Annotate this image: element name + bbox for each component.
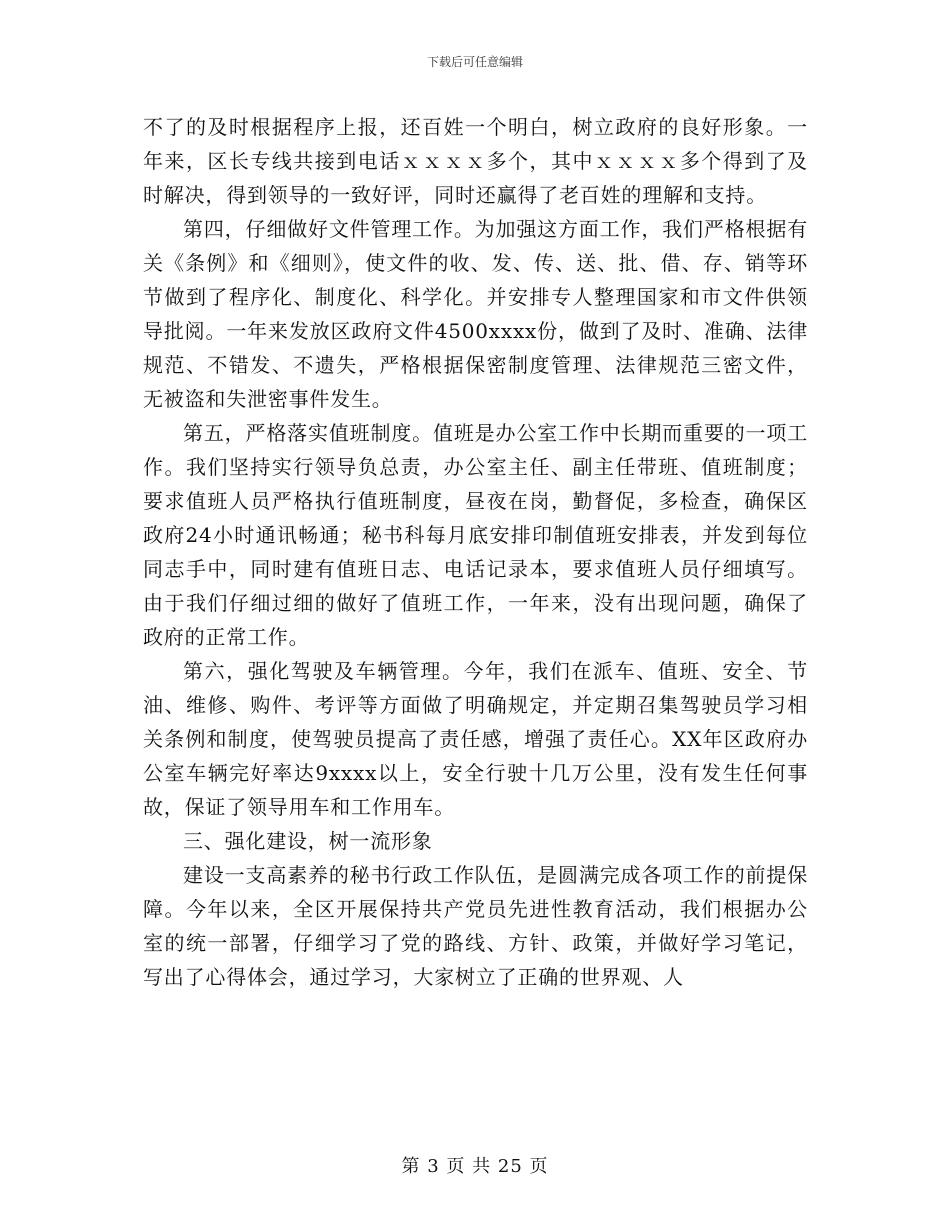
paragraph-4: 第六，强化驾驶及车辆管理。今年，我们在派车、值班、安全、节油、维修、购件、考评等方面做了明确规定，并定期召集驾驶员学习相关条例和制度，使驾驶员提高了责任感，增强了责任心。XX年区政府办公室车辆完好率达9xxxx以上，安全行驶十几万公里，没有发生任何事故，保证了领导用车和工作用车。 <box>143 659 808 819</box>
footer-prefix: 第 <box>401 1156 421 1177</box>
document-body <box>143 110 808 994</box>
page-footer <box>0 1152 950 1178</box>
section-heading: 三、强化建设，树一流形象 <box>183 829 433 853</box>
paragraph-5: 建设一支高素养的秘书行政工作队伍，是圆满完成各项工作的前提保障。今年以来，全区开展保持共产党员先进性教育活动，我们根据办公室的统一部署，仔细学习了党的路线、方针、政策，并做好学习笔记，写出了心得体会，通过学习，大家树立了正确的世界观、人 <box>143 863 808 989</box>
current-page-number: 3 <box>427 1156 440 1177</box>
page-header: 下载后可任意编辑 <box>426 55 523 69</box>
footer-suffix: 页 <box>529 1156 549 1177</box>
paragraph-1: 不了的及时根据程序上报，还百姓一个明白，树立政府的良好形象。一年来，区长专线共接到电话ｘｘｘｘ多个，其中ｘｘｘｘ多个得到了及时解决，得到领导的一致好评，同时还赢得了老百姓的理解和支持。 <box>143 115 808 207</box>
total-page-count: 25 <box>497 1156 523 1177</box>
paragraph-2: 第四，仔细做好文件管理工作。为加强这方面工作，我们严格根据有关《条例》和《细则》，使文件的收、发、传、送、批、借、存、销等环节做到了程序化、制度化、科学化。并安排专人整理国家和市文件供领导批阅。一年来发放区政府文件4500xxxx份，做到了及时、准确、法律规范、不错发、不遗失，严格根据保密制度管理、法律规范三密文件，无被盗和失泄密事件发生。 <box>143 217 808 411</box>
paragraph-3: 第五，严格落实值班制度。值班是办公室工作中长期而重要的一项工作。我们坚持实行领导负总责，办公室主任、副主任带班、值班制度；要求值班人员严格执行值班制度，昼夜在岗，勤督促，多检查，确保区政府24小时通讯畅通；秘书科每月底安排印制值班安排表，并发到每位同志手中，同时建有值班日志、电话记录本，要求值班人员仔细填写。由于我们仔细过细的做好了值班工作，一年来，没有出现问题，确保了政府的正常工作。 <box>143 421 808 649</box>
footer-middle: 页 共 <box>446 1156 492 1177</box>
